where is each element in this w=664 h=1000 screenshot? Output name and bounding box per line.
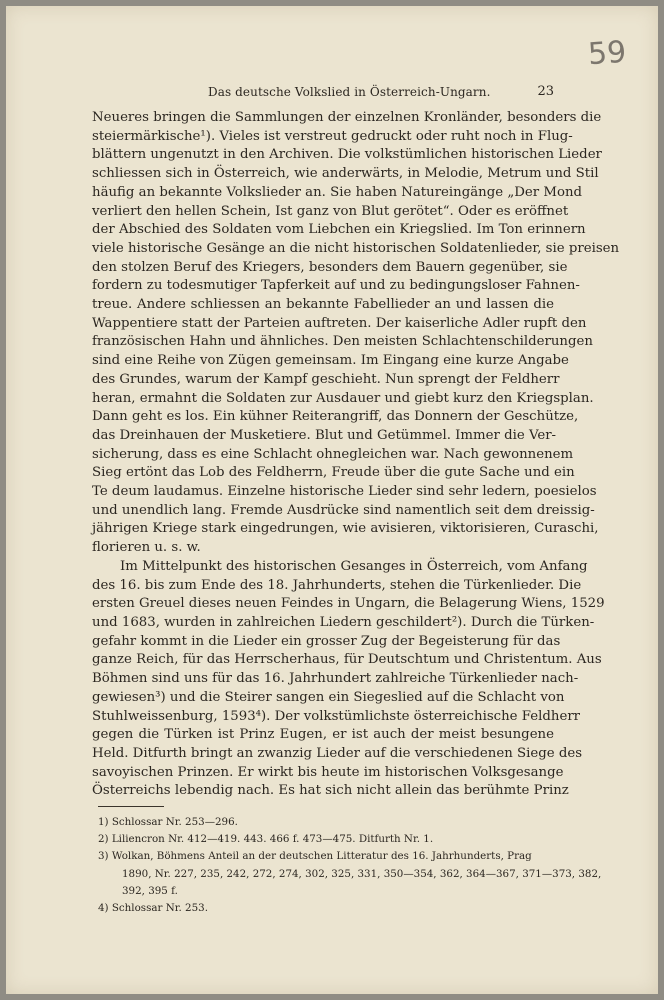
text-line: treue. Andere schliessen an bekannte Fabellieder an und lassen die: [92, 297, 554, 313]
text-line: häufig an bekannte Volkslieder an. Sie haben Natureingänge „Der Mond: [92, 184, 583, 200]
body-text: [92, 109, 620, 801]
book-page: [6, 6, 658, 994]
running-title: Das deutsche Volkslied in Österreich-Ungarn.: [208, 85, 491, 99]
text-line: sind eine Reihe von Zügen gemeinsam. Im Eingang eine kurze Angabe: [92, 353, 569, 369]
text-line: gewiesen³) und die Steirer sangen ein Siegeslied auf die Schlacht von: [92, 689, 565, 705]
footnote-line: 1890, Nr. 227, 235, 242, 272, 274, 302, 325, 331, 350—354, 362, 364—367, 371—373, 382,: [122, 867, 602, 880]
text-line: florieren u. s. w.: [92, 540, 201, 556]
text-line: savoyischen Prinzen. Er wirkt bis heute im historischen Volksgesange: [92, 764, 564, 780]
text-line: des 16. bis zum Ende des 18. Jahrhunderts, stehen die Türkenlieder. Die: [92, 577, 582, 593]
footnotes: [98, 814, 602, 917]
text-line: ganze Reich, für das Herrscherhaus, für Deutschtum und Christentum. Aus: [92, 652, 602, 668]
text-line: französischen Hahn und ähnliches. Den meisten Schlachtenschilderungen: [92, 334, 593, 350]
text-line: heran, ermahnt die Soldaten zur Ausdauer und giebt kurz den Kriegsplan.: [92, 390, 594, 406]
text-line: und unendlich lang. Fremde Ausdrücke sind namentlich seit dem dreissig-: [92, 502, 595, 518]
text-line: jährigen Kriege stark eingedrungen, wie avisieren, viktorisieren, Curaschi,: [92, 521, 599, 537]
text-line: Sieg ertönt das Lob des Feldherrn, Freude über die gute Sache und ein: [92, 465, 575, 481]
text-line: Wappentiere statt der Parteien auftreten. Der kaiserliche Adler rupft den: [92, 315, 587, 331]
text-line: fordern zu todesmutiger Tapferkeit auf und zu bedingungsloser Fahnen-: [92, 278, 580, 294]
text-line: den stolzen Beruf des Kriegers, besonders dem Bauern gegenüber, sie: [92, 259, 568, 275]
text-line: blättern ungenutzt in den Archiven. Die volkstümlichen historischen Lieder: [92, 147, 602, 163]
text-line: gefahr kommt in die Lieder ein grosser Zug der Begeisterung für das: [92, 633, 561, 649]
text-line: ersten Greuel dieses neuen Feindes in Ungarn, die Belagerung Wiens, 1529: [92, 596, 605, 612]
text-line: das Dreinhauen der Musketiere. Blut und Getümmel. Immer die Ver-: [92, 427, 557, 443]
footnote-line: 392, 395 f.: [122, 884, 178, 897]
text-line: Im Mittelpunkt des historischen Gesanges in Österreich, vom Anfang: [120, 558, 588, 574]
text-line: Neueres bringen die Sammlungen der einzelnen Kronländer, besonders die: [92, 110, 602, 125]
text-line: steiermärkische¹). Vieles ist verstreut gedruckt oder ruht noch in Flug-: [92, 128, 573, 144]
pencil-folio-note: 59: [586, 34, 628, 73]
footnote-rule: [98, 806, 164, 807]
text-line: sicherung, dass es eine Schlacht ohnegleichen war. Nach gewonnenem: [92, 446, 574, 462]
text-line: viele historische Gesänge an die nicht historischen Soldatenlieder, sie preisen: [92, 240, 620, 256]
text-line: gegen die Türken ist Prinz Eugen, er ist auch der meist besungene: [92, 727, 554, 743]
text-line: Dann geht es los. Ein kühner Reiterangriff, das Donnern der Geschütze,: [92, 409, 579, 425]
text-line: des Grundes, warum der Kampf geschieht. Nun sprengt der Feldherr: [92, 371, 560, 387]
text-line: schliessen sich in Österreich, wie anderwärts, in Melodie, Metrum und Stil: [92, 166, 599, 182]
footnote-line: 2) Liliencron Nr. 412—419. 443. 466 f. 473—475. Ditfurth Nr. 1.: [98, 833, 434, 846]
text-line: und 1683, wurden in zahlreichen Liedern geschildert²). Durch die Türken-: [92, 614, 595, 630]
text-line: Stuhlweissenburg, 1593⁴). Der volkstümlichste österreichische Feldherr: [92, 708, 581, 724]
text-line: Held. Ditfurth bringt an zwanzig Lieder auf die verschiedenen Siege des: [92, 745, 583, 761]
footnote-line: 3) Wolkan, Böhmens Anteil an der deutschen Litteratur des 16. Jahrhunderts, Prag: [98, 850, 532, 863]
footnote-line: 4) Schlossar Nr. 253.: [98, 902, 208, 915]
text-line: der Abschied des Soldaten vom Liebchen ein Kriegslied. Im Ton erinnern: [92, 222, 586, 238]
text-line: Te deum laudamus. Einzelne historische Lieder sind sehr ledern, poesielos: [92, 484, 597, 500]
page-number: 23: [537, 84, 554, 99]
footnote-line: 1) Schlossar Nr. 253—296.: [98, 816, 238, 828]
text-line: Österreichs lebendig nach. Es hat sich nicht allein das berühmte Prinz: [92, 783, 569, 799]
text-line: verliert den hellen Schein, Ist ganz von Blut gerötet“. Oder es eröffnet: [92, 203, 569, 219]
text-line: Böhmen sind uns für das 16. Jahrhundert zahlreiche Türkenlieder nach-: [92, 671, 579, 687]
